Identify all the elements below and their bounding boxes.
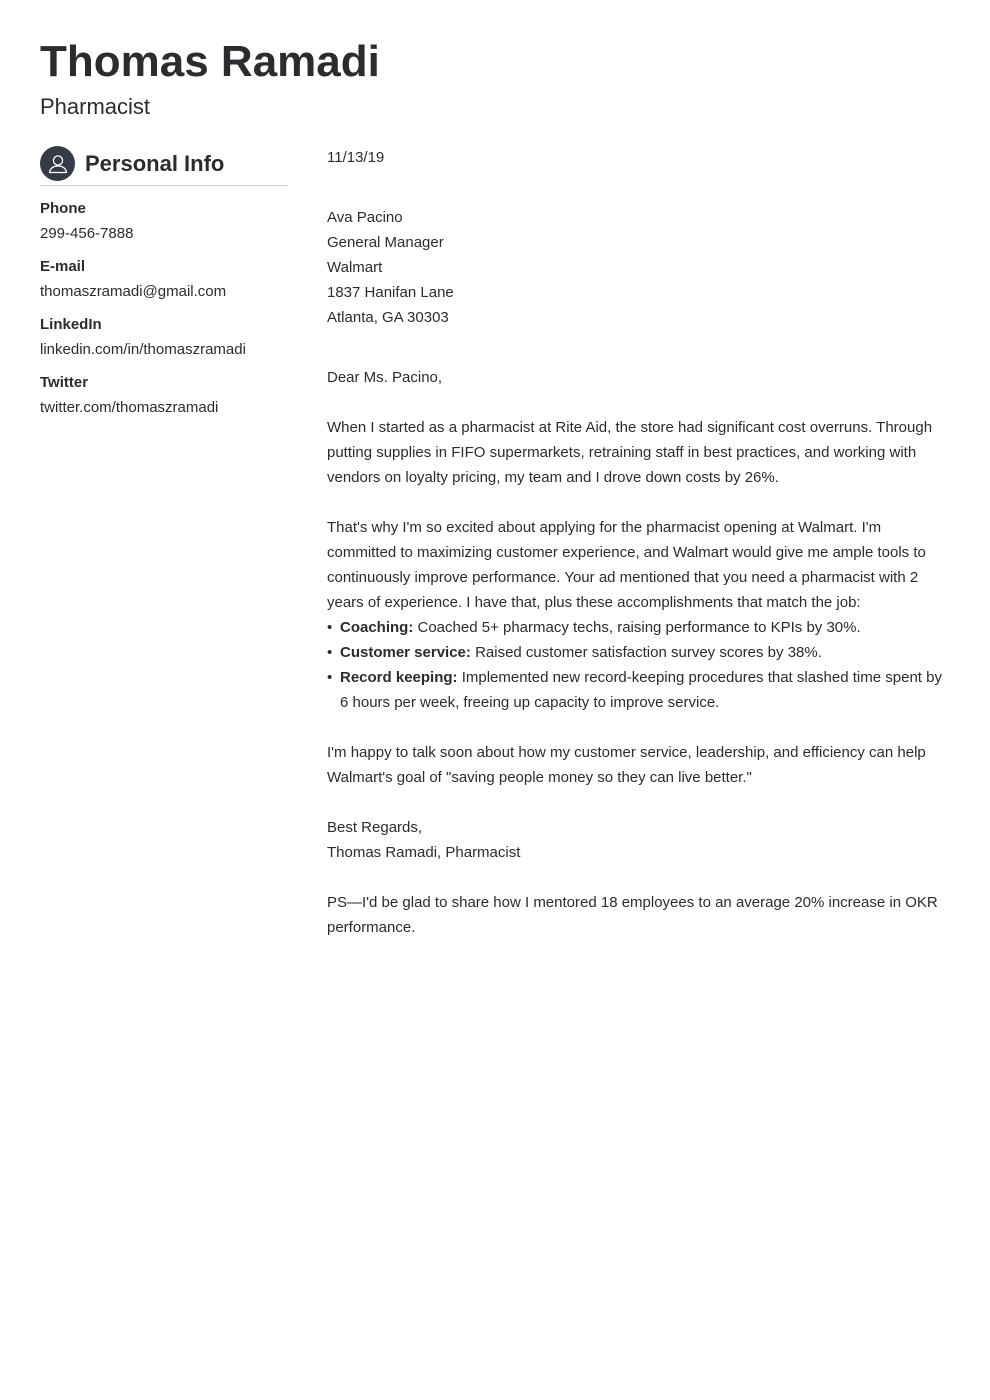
recipient-position: General Manager — [327, 234, 444, 251]
contact-email — [40, 254, 288, 304]
paragraph-3: I'm happy to talk soon about how my customer service, leadership, and efficiency can help Walmart's goal of "saving people money so they can live better." — [327, 744, 926, 786]
bullet-label: Coaching: — [340, 619, 414, 636]
twitter-value: twitter.com/thomaszramadi — [40, 399, 219, 416]
section-title: Personal Info — [85, 150, 225, 176]
bullet-text: Implemented new record-keeping procedures that slashed time spent by 6 hours per week, freeing up capacity to improve service. — [340, 669, 942, 711]
recipient-company: Walmart — [327, 259, 383, 276]
contact-linkedin — [40, 312, 288, 362]
bullet-label: Record keeping: — [340, 669, 458, 686]
paragraph-2: That's why I'm so excited about applying for the pharmacist opening at Walmart. I'm committed to maximizing customer experience, and Walmart would give me ample tools to continuously improve performance. Your ad mentioned that you need a pharmacist with 2 years of experience. I have that, plus these accomplishments that match the job: — [327, 519, 926, 611]
contact-twitter — [40, 370, 288, 420]
list-item — [327, 665, 945, 715]
section-header — [40, 146, 288, 186]
list-item — [327, 640, 945, 665]
postscript: PS—I'd be glad to share how I mentored 18 employees to an average 20% increase in OKR performance. — [327, 894, 938, 936]
candidate-name: Thomas Ramadi — [40, 37, 380, 86]
letter-date: 11/13/19 — [327, 149, 385, 166]
cover-letter-body — [327, 145, 945, 940]
phone-label: Phone — [40, 200, 86, 217]
signature: Thomas Ramadi, Pharmacist — [327, 844, 521, 861]
linkedin-label: LinkedIn — [40, 316, 102, 333]
salutation: Dear Ms. Pacino, — [327, 369, 443, 386]
paragraph-1: When I started as a pharmacist at Rite Aid, the store had significant cost overruns. Through putting supplies in FIFO supermarkets, retraining staff in best practices, and working with vendors on loyalty pricing, my team and I drove down costs by 26%. — [327, 419, 933, 486]
contact-phone — [40, 196, 288, 246]
job-title: Pharmacist — [40, 94, 151, 119]
recipient-name: Ava Pacino — [327, 209, 403, 226]
contact-list — [40, 196, 288, 420]
email-label: E-mail — [40, 258, 86, 275]
sidebar-personal-info — [40, 146, 288, 428]
list-item — [327, 615, 945, 640]
recipient-city: Atlanta, GA 30303 — [327, 309, 449, 326]
recipient-block — [327, 205, 945, 330]
email-value: thomaszramadi@gmail.com — [40, 283, 227, 300]
closing: Best Regards, — [327, 819, 423, 836]
accomplishment-list — [327, 615, 945, 715]
user-avatar-icon — [40, 146, 75, 181]
bullet-label: Customer service: — [340, 644, 471, 661]
twitter-label: Twitter — [40, 374, 89, 391]
bullet-text: Coached 5+ pharmacy techs, raising performance to KPIs by 30%. — [413, 619, 861, 636]
phone-value: 299-456-7888 — [40, 225, 134, 242]
linkedin-value: linkedin.com/in/thomaszramadi — [40, 341, 246, 358]
recipient-street: 1837 Hanifan Lane — [327, 284, 454, 301]
bullet-text: Raised customer satisfaction survey scores by 38%. — [470, 644, 822, 661]
